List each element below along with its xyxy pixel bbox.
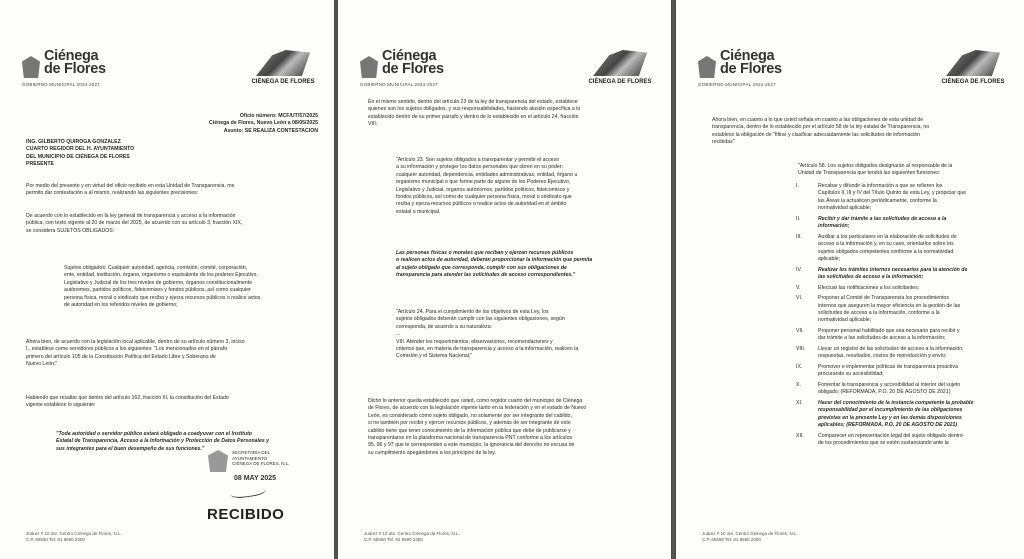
text-line: Llevar un registro de las solicitudes de acceso a la información, <box>818 346 964 352</box>
text-line: a su información y proteger los datos personales que obren en su poder: <box>396 164 563 171</box>
text-line: establece la obligación de "filtrar y clasificar adecuadamente las solicitudes de información <box>712 131 921 138</box>
brand-name: Ciénega de Flores <box>44 48 106 77</box>
text-line: Habiendo que resaltar que dentro del artículo 162, fracción III, la constitución del Estado <box>26 395 229 401</box>
text-line: Recabar y difundir la información a que se refieren los <box>818 183 943 189</box>
brand-name: Ciénega de Flores <box>720 48 782 77</box>
text-line: Sujetos obligados: Cualquier autoridad, agencia, comisión, comité, corporación, <box>64 265 248 271</box>
text-line: PRESENTE <box>26 161 54 168</box>
recibido-stamp: RECIBIDO <box>207 506 285 523</box>
quote <box>396 309 578 361</box>
text-line: Asunto: SE REALIZA CONTESTACION <box>223 127 318 134</box>
item-number: IX. <box>796 364 803 370</box>
text-line: aplicable; <box>818 256 840 262</box>
letterhead <box>698 50 1006 92</box>
text-line: transparentarse en la plataforma nacional de transparencia PNT conforme a los artículos <box>368 435 573 442</box>
text-line: "Artículo 58. Los sujetos obligados designarán al responsable de la <box>798 163 953 169</box>
item-number: II. <box>796 215 801 222</box>
municipal-logo: CIÉNEGA DE FLORES <box>250 50 316 90</box>
text-line: responsabilidad por el incumplimiento de las obligaciones <box>818 407 963 414</box>
text-line: vigente establece lo siguiente: <box>26 402 96 409</box>
brand-name: Ciénega de Flores <box>382 48 444 77</box>
text-line: ... <box>396 331 401 338</box>
text-line: transparencia, dentro de lo establecido por el artículo 58 de la ley estatal de Transparencia, no <box>712 124 930 131</box>
municipal-logo: CIÉNEGA DE FLORES <box>587 50 653 90</box>
text-line: De acuerdo con lo establecido en la ley general de transparencia y acceso a la información <box>26 213 236 219</box>
page-1 <box>0 0 334 559</box>
text-line: aplicables; (REFORMADA, P.O. 20 DE AGOSTO DE 2021) <box>818 422 958 429</box>
text-line: establecido dentro de su primer párrafo y dentro de lo establecido en el artículo 24, fracción <box>368 113 579 120</box>
logo-wing-icon <box>256 50 310 76</box>
item-number: VII. <box>796 328 804 334</box>
item-number: XI. <box>796 400 803 406</box>
text-line: acceso a la información y, en su caso, orientarlos sobre los <box>818 241 954 248</box>
text-line: Las personas físicas o morales que reciban y ejerzan recursos públicos <box>396 250 574 256</box>
item-number: I. <box>796 183 799 189</box>
quote <box>396 157 577 216</box>
text-line: corresponda, de acuerdo a su naturaleza: <box>396 323 493 330</box>
paragraph <box>712 117 929 147</box>
text-line: solicitudes de acceso a la información, conforme a la <box>818 310 940 316</box>
text-line: obligado; (REFORMADA, P.O. 20 DE AGOSTO DE 2021) <box>818 389 951 396</box>
letterhead <box>360 50 653 92</box>
text-line: Por medio del presente y en virtud del oficio recibido en esta Unidad de Transparencia, me <box>26 183 235 189</box>
text-line: internos que aseguren la mayor eficiencia en la gestión de las <box>818 302 961 309</box>
text-line: Comparecer en representación legal del sujeto obligado dentro <box>818 432 963 439</box>
text-line: estatal o municipal. <box>396 208 441 215</box>
quote <box>396 250 592 280</box>
text-line: Legislativo y Judicial de los tres niveles de gobierno, órganos constitucionalmente <box>64 279 253 286</box>
text-line: ente, entidad, institución, órgano, organismo o equivalente de los poderes Ejecutivo, <box>64 272 258 279</box>
text-line: si no también por recibir y ejercer recursos públicos, y además de ser integrante de este <box>368 420 571 427</box>
text-line: se considera SUJETOS OBLIGADOS: <box>26 227 115 234</box>
page-3 <box>676 0 1024 559</box>
item-number: III. <box>796 233 802 240</box>
text-line: normatividad aplicable; <box>818 317 872 324</box>
text-line: Juárez # 10 ote. Centro Ciénega de Flores, N.L. <box>364 531 460 536</box>
text-line: C.P. 65550 Tel. 81 9690 2300 <box>26 537 85 542</box>
text-line: Comisión y el Sistema Nacional;" <box>396 353 473 360</box>
text-line: C.P. 65550 Tel. 81 9690 2300 <box>364 537 423 542</box>
text-line: al sujeto obligado que corresponda, cumplir con sus obligaciones de <box>396 264 567 271</box>
gov-label: GOBIERNO MUNICIPAL 2024-2027 <box>360 82 438 87</box>
text-line: Unidad de Transparencia que tendrá las siguientes funciones: <box>798 170 941 177</box>
text-line: VIII: <box>368 121 378 128</box>
text-line: CUARTO REGIDOR DEL H. AYUNTAMIENTO <box>26 146 135 153</box>
text-line: "Toda autoridad o servidor público estará obligado a coadyuvar con el Instituto <box>56 431 252 437</box>
text-line: Ahora bien, en cuanto a lo que usted señala en cuanto a las obligaciones de esta unidad de <box>712 117 924 123</box>
text-line: Dicho lo anterior queda establecido que usted, como regidor cuarto del municipio de Ciénega <box>368 398 583 404</box>
text-line: recibidas" <box>712 139 735 146</box>
text-line: las solicitudes de acceso a la información; <box>818 274 924 280</box>
text-line: fondos públicos, así como de cualquier persona física, moral o sindicato que <box>396 194 572 201</box>
text-line: VIII. Atender los requerimientos, observaciones, recomendaciones y <box>396 338 553 345</box>
text-line: "Artículo 24. Para el cumplimiento de los objetivos de esta Ley, los <box>396 309 549 315</box>
text-line: Nuevo León;" <box>26 361 58 368</box>
received-stamp: SECRETARÍA DEL AYUNTAMIENTO CIÉNEGA DE FLORES, N.L. 08 MAY 2025 <box>208 450 288 510</box>
item-number: X. <box>796 382 801 388</box>
addressee <box>26 139 134 169</box>
logo-wing-icon <box>946 50 1000 76</box>
text-line: Proponer personal habilitado que sea necesario para recibir y <box>818 328 960 334</box>
article-intro <box>798 163 952 178</box>
text-line: "Artículo 23. Son sujetos obligados a transparentar y permitir el acceso <box>396 157 560 163</box>
quote <box>64 265 260 309</box>
coat-of-arms-icon <box>22 56 40 78</box>
text-line: cabildo tiene que tener conocimiento de la información pública que debe de publicarse y <box>368 427 571 434</box>
text-line: persona física, moral o sindicato que reciba y ejerza recursos públicos o realice actos <box>64 294 261 301</box>
municipal-logo: CIÉNEGA DE FLORES <box>940 50 1006 90</box>
reference-block <box>150 113 318 135</box>
text-line: SECRETARÍA DEL <box>232 450 271 455</box>
item-number: VI. <box>796 295 803 302</box>
text-line: Recibir y dar trámite a las solicitudes de acceso a la <box>818 215 947 222</box>
text-line: 95, 96 y 97 que le corresponden a este municipio, la ignorancia del derecho no excusa de <box>368 442 575 449</box>
footer <box>702 531 798 543</box>
paragraph <box>26 395 229 410</box>
gov-label: GOBIERNO MUNICIPAL 2024-2027 <box>22 82 100 87</box>
footer <box>26 531 122 543</box>
item-number: V. <box>796 284 801 291</box>
text-line: CIÉNEGA DE FLORES, N.L. <box>232 461 290 466</box>
item-number: VIII. <box>796 346 806 352</box>
coat-of-arms-icon <box>360 56 378 78</box>
text-line: Capítulos II, III y IV del Título Quinto de esta Ley, y propiciar que <box>818 190 967 197</box>
text-line: León, es considerado como sujeto obligado, no solamente por ser integrante del cabildo, <box>368 412 572 419</box>
item-number: XII. <box>796 432 804 439</box>
text-line: Hacer del conocimiento de la instancia competente la probable <box>818 400 974 406</box>
text-line: procurando su accesibilidad; <box>818 371 884 378</box>
text-line: Promover e implementar políticas de transparencia proactiva <box>818 364 958 370</box>
text-line: cualquier autoridad, dependencia, entidades administrativas, entidad, órgano u <box>396 171 578 178</box>
text-line: previstas en la presente Ley y en las demás disposiciones <box>818 414 962 421</box>
page-2 <box>338 0 671 559</box>
text-line: sujetos obligados deberán cumplir con las siguientes obligaciones, según <box>396 316 565 323</box>
text-line: Efectuar las notificaciones a los solicitantes; <box>818 284 920 291</box>
text-line: respuestas, resultados, costos de reproducción y envío; <box>818 353 947 360</box>
text-line: Estatal de Transparencia, Acceso a la Información y Protección de Datos Personales y <box>56 438 270 445</box>
paragraph <box>368 398 586 457</box>
letterhead <box>22 50 316 92</box>
paragraph <box>26 183 234 198</box>
text-line: sus integrantes para el buen desempeño de sus funciones." <box>56 445 205 452</box>
text-line: su cumplimiento apegándonos a los principios de la ley. <box>368 449 496 456</box>
coat-of-arms-icon <box>698 56 716 78</box>
text-line: C.P. 65550 Tel. 81 9690 2300 <box>702 537 761 542</box>
text-line: transparencia para atender las solicitudes de acceso correspondientes." <box>396 272 576 279</box>
text-line: normatividad aplicable; <box>818 205 872 212</box>
text-line: o realicen actos de autoridad, deberán proporcionar la información que permita <box>396 257 593 264</box>
paragraph <box>368 99 580 129</box>
text-line: DEL MUNICIPIO DE CIÉNEGA DE FLORES <box>26 153 130 160</box>
text-line: autónomos, partidos políticos, fideicomisos y fondos públicos, así como cualquier <box>64 287 251 294</box>
text-line: Ahora bien, de acuerdo con la legislación local aplicable, dentro de su artículo número 3, inciso <box>26 339 245 345</box>
text-line: de autoridad en los referidos niveles de gobierno; <box>64 302 178 309</box>
text-line: AYUNTAMIENTO <box>232 455 268 461</box>
text-line: Ciénega de Flores, Nuevo León a 08/05/2025 <box>209 120 318 127</box>
paragraph <box>26 213 242 235</box>
text-line: de los procedimientos que se estén sustanciando ante la <box>818 440 949 447</box>
text-line: las Áreas la actualicen periódicamente, conforme la <box>818 197 937 204</box>
text-line: sujetos obligados competentes conforme a la normatividad <box>818 248 954 255</box>
text-line: Juárez # 10 ote. Centro Ciénega de Flores, N.L. <box>26 531 122 536</box>
text-line: Proponer al Comité de Transparencia los procedimientos <box>818 295 949 302</box>
text-line: Juárez # 10 ote. Centro Ciénega de Flores, N.L. <box>702 531 798 536</box>
text-line: I., establece como servidores públicos a los siguientes: "Los mencionados en el párrafo <box>26 346 228 353</box>
text-line: de Flores, de acuerdo con la legislación vigente tanto en la federación y en el estado de Nuevo <box>368 405 587 412</box>
seal-icon <box>208 450 228 472</box>
text-line: quienes son los sujetos obligados, y sus responsabilidades, haciendo alusión específica a lo <box>368 106 581 113</box>
text-line: primero del artículo 105 de la Constitución Política del Estado Libre y Soberano de <box>26 353 216 360</box>
logo-wing-icon <box>593 50 647 76</box>
text-line: Auxiliar a los particulares en la elaboración de solicitudes de <box>818 233 957 240</box>
item-number: IV. <box>796 266 802 273</box>
text-line: Fomentar la transparencia y accesibilidad al interior del sujeto <box>818 382 961 388</box>
paragraph <box>26 339 245 369</box>
text-line: En el mismo sentido, dentro del artículo 23 de la ley de transparencia del estado, establece <box>368 99 578 105</box>
text-line: reciba y ejerza recursos públicos o realice actos de autoridad en el ámbito <box>396 201 567 208</box>
text-line: pública, con texto vigente al 20 de marzo del 2025, de acuerdo con su artículo 3, fracción XIX, <box>26 220 243 227</box>
text-line: información; <box>818 223 850 230</box>
text-line: Realizar los trámites internos necesarios para la atención de <box>818 266 968 273</box>
text-line: criterios que, en materia de transparencia y acceso a la información, realicen la <box>396 346 579 353</box>
text-line: dar trámite a las solicitudes de acceso a la información; <box>818 335 946 342</box>
text-line: ING. GILBERTO QUIROGA GONZALEZ <box>26 139 121 145</box>
text-line: Legislativo y Judicial, órganos autónomos, partidos políticos, fideicomisos y <box>396 186 570 193</box>
gov-label: GOBIERNO MUNICIPAL 2024-2027 <box>698 82 776 87</box>
footer <box>364 531 460 543</box>
text-line: organismo municipal o que forme parte de alguno de los Poderes Ejecutivo, <box>396 179 571 186</box>
text-line: permito dar contestación a al mismo, realizando las siguientes precisiones: <box>26 190 199 197</box>
text-line: Oficio número: MCF/UT/57/2025 <box>239 113 318 119</box>
